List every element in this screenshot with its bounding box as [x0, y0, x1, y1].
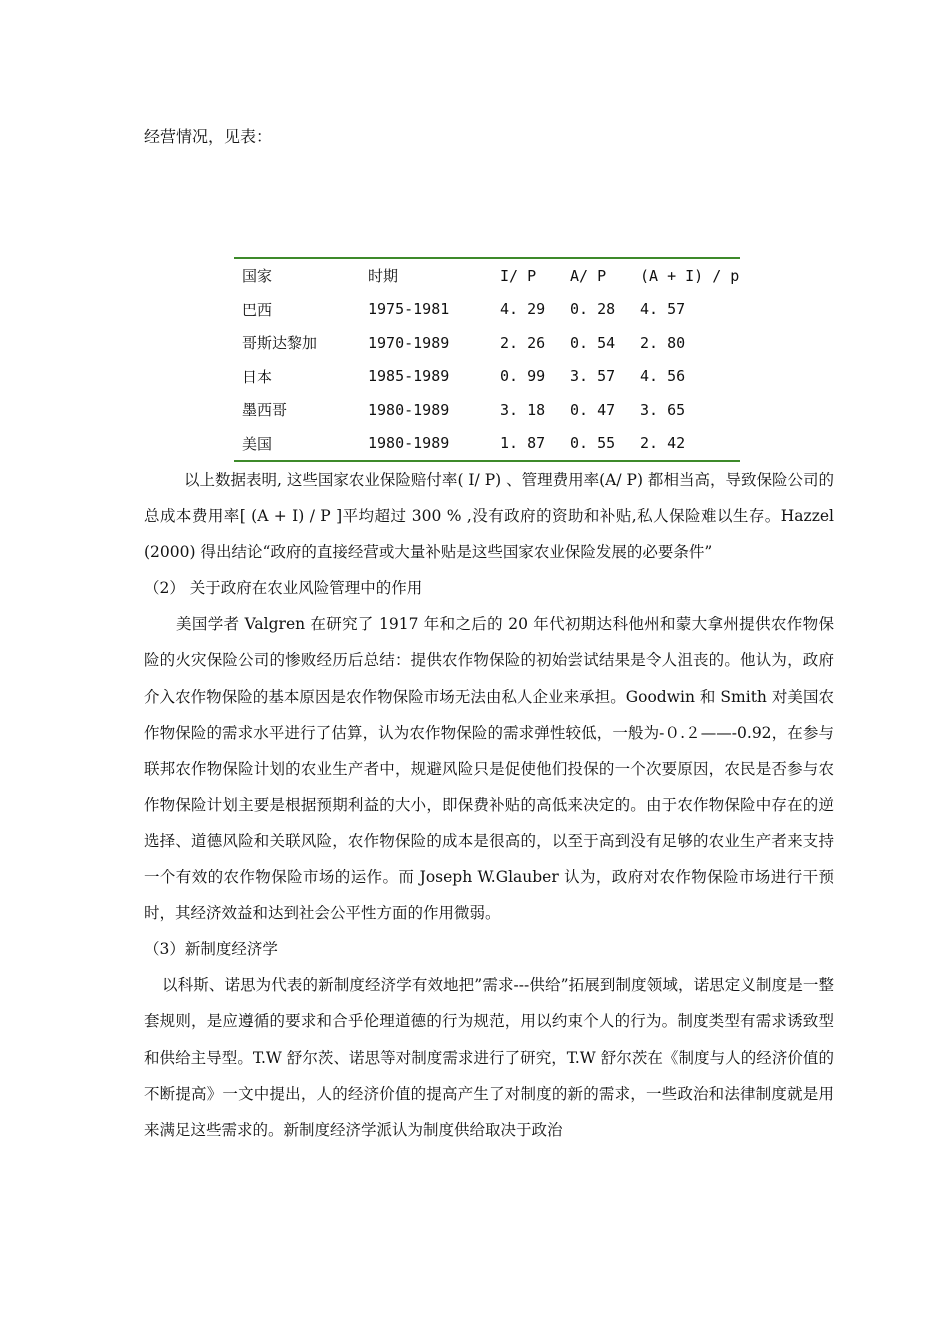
- insurance-table: [234, 257, 740, 462]
- cell-ip: 0. 99: [500, 367, 546, 386]
- table-row: [234, 293, 740, 327]
- body-text: [144, 462, 834, 1148]
- table-row: [234, 393, 740, 427]
- cell-aip: 4. 57: [640, 300, 686, 319]
- table-header-row: [234, 259, 740, 293]
- cell-aip: 2. 80: [640, 333, 686, 352]
- header-aip: (A + I) / p: [640, 266, 740, 285]
- table-row: [234, 427, 740, 461]
- cell-ip: 1. 87: [500, 434, 546, 453]
- cell-period: 1980-1989: [368, 400, 450, 419]
- cell-ap: 0. 54: [570, 333, 616, 352]
- cell-period: 1980-1989: [368, 434, 450, 453]
- data-table: [234, 259, 740, 460]
- cell-period: 1970-1989: [368, 333, 450, 352]
- cell-ap: 0. 28: [570, 300, 616, 319]
- cell-ap: 0. 55: [570, 434, 616, 453]
- cell-country: 日本: [242, 367, 273, 386]
- cell-aip: 4. 56: [640, 367, 686, 386]
- cell-ip: 3. 18: [500, 400, 546, 419]
- header-ip: I/ P: [500, 266, 537, 285]
- cell-country: 墨西哥: [242, 401, 288, 420]
- paragraph-data-conclusion: 以上数据表明, 这些国家农业保险赔付率( I/ P) 、管理费用率(A/ P) 都相当高，导致保险公司的总成本费用率[ (A + I) / P ]平均超过 300 % ,没有政府的资助和补贴,私人保险难以生存。Hazzel (2000) 得出结论“政府的直接经营或大量补贴是这些国家农业保险发展的必要条件”: [144, 471, 834, 562]
- header-ap: A/ P: [570, 266, 607, 285]
- cell-ip: 4. 29: [500, 300, 546, 319]
- cell-period: 1975-1981: [368, 300, 450, 319]
- table-row: [234, 326, 740, 360]
- section-heading-3: （3）新制度经济学: [144, 940, 278, 959]
- cell-country: 巴西: [242, 300, 273, 319]
- cell-aip: 3. 65: [640, 400, 686, 419]
- header-period: 时期: [368, 267, 399, 286]
- cell-country: 哥斯达黎加: [242, 334, 318, 353]
- cell-period: 1985-1989: [368, 367, 450, 386]
- cell-ap: 3. 57: [570, 367, 616, 386]
- header-country: 国家: [242, 267, 273, 286]
- cell-ip: 2. 26: [500, 333, 546, 352]
- cell-ap: 0. 47: [570, 400, 616, 419]
- intro-line: 经营情况，见表：: [144, 127, 273, 146]
- paragraph-institutional-economics: 以科斯、诺思为代表的新制度经济学有效地把”需求---供给”拓展到制度领域，诺思定义制度是一整套规则，是应遵循的要求和合乎伦理道德的行为规范，用以约束个人的行为。制度类型有需求诱致型和供给主导型。T.W 舒尔茨、诺思等对制度需求进行了研究，T.W 舒尔茨在《制度与人的经济价值的不断提高》一文中提出，人的经济价值的提高产生了对制度的新的需求，一些政治和法律制度就是用来满足这些需求的。新制度经济学派认为制度供给取决于政治: [144, 976, 834, 1139]
- cell-aip: 2. 42: [640, 434, 686, 453]
- section-heading-2: （2） 关于政府在农业风险管理中的作用: [144, 579, 423, 598]
- paragraph-government-role: 美国学者 Valgren 在研究了 1917 年和之后的 20 年代初期达科他州和蒙大拿州提供农作物保险的火灾保险公司的惨败经历后总结：提供农作物保险的初始尝试结果是令人沮丧的。他认为，政府介入农作物保险的基本原因是农作物保险市场无法由私人企业来承担。Goodwin 和 Smith 对美国农作物保险的需求水平进行了估算，认为农作物保险的需求弹性较低，一般为-０.２——-0.92，在参与联邦农作物保险计划的农业生产者中，规避风险只是促使他们投保的一个次要原因，农民是否参与农作物保险计划主要是根据预期利益的大小，即保费补贴的高低来决定的。由于农作物保险中存在的逆选择、道德风险和关联风险，农作物保险的成本是很高的，以至于高到没有足够的农业生产者来支持一个有效的农作物保险市场的运作。而 Joseph W.Glauber 认为，政府对农作物保险市场进行干预时，其经济效益和达到社会公平性方面的作用微弱。: [144, 615, 834, 923]
- cell-country: 美国: [242, 434, 273, 453]
- table-row: [234, 360, 740, 394]
